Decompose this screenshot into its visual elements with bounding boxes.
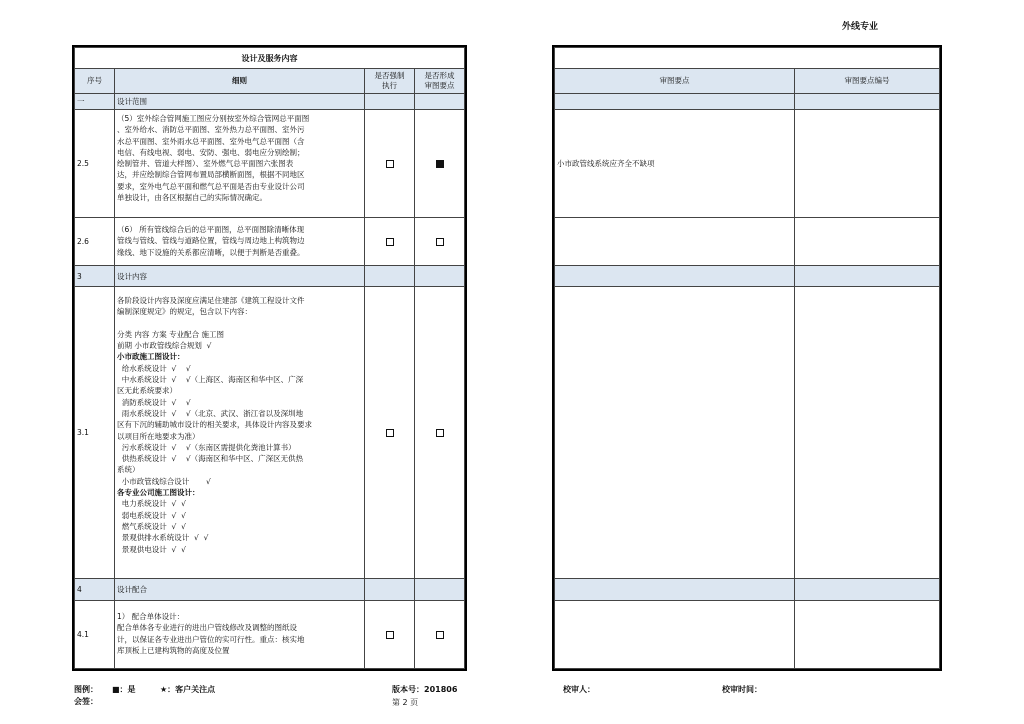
header-review-point: 审图要点: [555, 69, 795, 94]
table-row: [555, 601, 940, 669]
sign-label: 会签：: [74, 697, 98, 706]
blank-title-cell: [555, 48, 940, 69]
review-code: [795, 110, 940, 218]
section-title: 设计配合: [115, 579, 365, 601]
row-no: 4.1: [75, 601, 115, 669]
detail-line: 区无此系统要求）: [117, 386, 177, 396]
section-title: 设计范围: [115, 94, 365, 110]
review-checkbox-checked[interactable]: [436, 160, 444, 168]
table-row: [75, 601, 465, 669]
table-row: [555, 218, 940, 266]
table-row: [555, 579, 940, 601]
table-row: [555, 94, 940, 110]
design-content-table: [74, 47, 465, 669]
review-points-table: [554, 47, 940, 669]
checker-label: 校审人：: [563, 685, 595, 694]
legend-label: 图例：: [74, 685, 98, 694]
review-checkbox-empty[interactable]: [436, 631, 444, 639]
detail-line: 小市政管线综合设计 √: [117, 476, 211, 486]
detail-line: 系统）: [117, 465, 140, 475]
row-detail: （6） 所有管线综合后的总平面图，总平面图除清晰体现 管线与管线、管线与道路位置，管线与周边地上构筑物边 缘线、地下设施的关系都应清晰，以便于判断是否重叠。: [115, 218, 365, 266]
table-row: [75, 218, 465, 266]
header-review: 是否形成 审图要点: [415, 69, 465, 94]
detail-line: 电力系统设计 √ √: [117, 499, 186, 509]
review-point: 小市政管线系统应齐全不缺项: [555, 110, 795, 218]
table-row: [555, 266, 940, 287]
table-row: [75, 287, 465, 579]
header-enforce: 是否强制 执行: [365, 69, 415, 94]
enforce-checkbox-empty[interactable]: [386, 631, 394, 639]
row-no: 3: [75, 266, 115, 287]
detail-line: 以项目所在地要求为准）: [117, 431, 200, 441]
row-no: 3.1: [75, 287, 115, 579]
legend-filled: ■：是: [112, 685, 136, 694]
detail-line: 污水系统设计 √ √（东南区需提供化粪池计算书）: [117, 442, 296, 452]
table-row: [75, 94, 465, 110]
row-detail: （5）室外综合管网施工图应分别按室外综合管网总平面图 、室外给水、消防总平面图、室外热力总平面图、室外污 水总平面图、室外雨水总平面图、室外电气总平面图（含 电信、有线电视、弱电、安防、强电、弱电应分别绘制； 绘制管井、管道大样图）、室外燃气总平面图六张图表 达，并应绘制综合管网布置局部横断面图，根据不同地区 要求，室外电气总平面和燃气总平面是否由专业设计公司 单独设计，由各区根据自己的实际情况确定。: [115, 110, 365, 218]
version-number: 版本号：201806: [392, 685, 458, 694]
enforce-checkbox-empty[interactable]: [386, 160, 394, 168]
detail-line: 给水系统设计 √ √: [117, 363, 191, 373]
header-review-code: 审图要点编号: [795, 69, 940, 94]
detail-line: 各专业公司施工图设计：: [117, 488, 200, 498]
enforce-checkbox-empty[interactable]: [386, 238, 394, 246]
detail-line: 景观供电设计 √ √: [117, 544, 186, 554]
row-detail: [115, 287, 365, 579]
detail-line: 区有下沉的辅助城市设计的相关要求，具体设计内容及要求: [117, 420, 312, 430]
review-checkbox-empty[interactable]: [436, 238, 444, 246]
row-no: 2.6: [75, 218, 115, 266]
detail-line: 分类 内容 方案 专业配合 施工图: [117, 329, 225, 339]
detail-line: 各阶段设计内容及深度应满足住建部《建筑工程设计文件: [117, 296, 305, 305]
detail-line: 景观供排水系统设计 √ √: [117, 533, 209, 543]
table-row: [75, 266, 465, 287]
check-time-label: 校审时间：: [722, 685, 762, 694]
detail-line: [117, 318, 362, 329]
table-row: [75, 579, 465, 601]
detail-line: 小市政施工图设计：: [117, 352, 185, 362]
detail-line: 前期 小市政管线综合规划 √: [117, 341, 212, 351]
enforce-checkbox-empty[interactable]: [386, 429, 394, 437]
section-title: 设计内容: [115, 266, 365, 287]
detail-line: 供热系统设计 √ √（海南区和华中区、广深区无供热: [117, 454, 304, 464]
row-no: 4: [75, 579, 115, 601]
legend-star: ★：客户关注点: [160, 685, 216, 694]
discipline-title: 外线专业: [841, 22, 878, 32]
review-checkbox-empty[interactable]: [436, 429, 444, 437]
header-detail: 细则: [115, 69, 365, 94]
page-number: 第 2 页: [392, 698, 419, 707]
detail-line: 编制深度规定》的规定，包含以下内容：: [117, 307, 252, 317]
detail-line: 弱电系统设计 √ √: [117, 510, 186, 520]
detail-line: 雨水系统设计 √ √（北京、武汉、浙江省以及深圳地: [117, 408, 304, 418]
detail-line: 中水系统设计 √ √（上海区、海南区和华中区、广深: [117, 375, 304, 385]
row-no: 2.5: [75, 110, 115, 218]
row-detail: 1） 配合单体设计： 配合单体各专业进行的进出户管线修改及调整的图纸设 计，以保证各专业进出户管位的实可行性。重点：核实地 库顶板上已建构筑物的高度及位置: [115, 601, 365, 669]
header-no: 序号: [75, 69, 115, 94]
table-row: [555, 110, 940, 218]
table-row: [75, 110, 465, 218]
detail-line: 消防系统设计 √ √: [117, 397, 191, 407]
row-no: 一: [75, 94, 115, 110]
table-title: 设计及服务内容: [75, 48, 465, 69]
detail-line: 燃气系统设计 √ √: [117, 521, 186, 531]
table-row: [555, 287, 940, 579]
